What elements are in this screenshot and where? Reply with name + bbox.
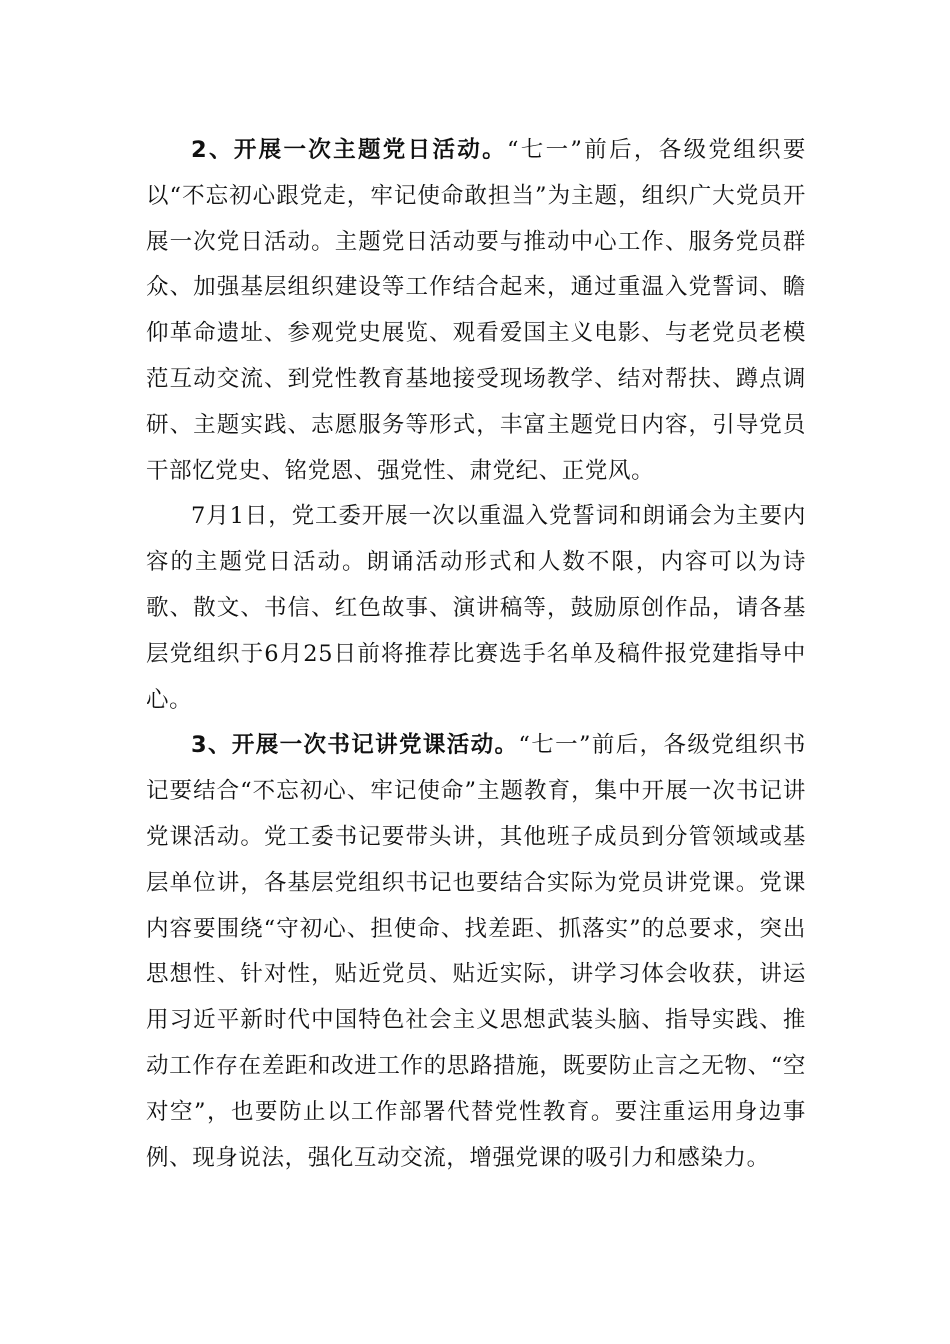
paragraph-theme-party-day [146, 128, 806, 494]
paragraph-text: 7月1日，党工委开展一次以重温入党誓词和朗诵会为主要内容的主题党日活动。朗诵活动形式和人数不限，内容可以为诗歌、散文、书信、红色故事、演讲稿等，鼓励原创作品，请各基层党组织于6月25日前将推荐比赛选手名单及稿件报党建指导中心。 [146, 503, 806, 713]
paragraph-text: “七一”前后，各级党组织要以“不忘初心跟党走，牢记使命敢担当”为主题，组织广大党员开展一次党日活动。主题党日活动要与推动中心工作、服务党员群众、加强基层组织建设等工作结合起来，通过重温入党誓词、瞻仰革命遗址、参观党史展览、观看爱国主义电影、与老党员老模范互动交流、到党性教育基地接受现场教学、结对帮扶、蹲点调研、主题实践、志愿服务等形式，丰富主题党日内容，引导党员干部忆党史、铭党恩、强党性、肃党纪、正党风。 [146, 137, 806, 484]
paragraph-heading: 2、开展一次主题党日活动。 [191, 137, 507, 163]
document-body [146, 128, 806, 1181]
paragraph-heading: 3、开展一次书记讲党课活动。 [191, 732, 519, 759]
paragraph-secretary-lecture [146, 723, 806, 1181]
paragraph-text: “七一”前后，各级党组织书记要结合“不忘初心、牢记使命”主题教育，集中开展一次书记讲党课活动。党工委书记要带头讲，其他班子成员到分管领域或基层单位讲，各基层党组织书记也要结合实际为党员讲党课。党课内容要围绕“守初心、担使命、找差距、抓落实”的总要求，突出思想性、针对性，贴近党员、贴近实际，讲学习体会收获，讲运用习近平新时代中国特色社会主义思想武装头脑、指导实践、推动工作存在差距和改进工作的思路措施，既要防止言之无物、“空对空”，也要防止以工作部署代替党性教育。要注重运用身边事例、现身说法，强化互动交流，增强党课的吸引力和感染力。 [146, 732, 807, 1171]
paragraph-july-first [146, 494, 806, 723]
